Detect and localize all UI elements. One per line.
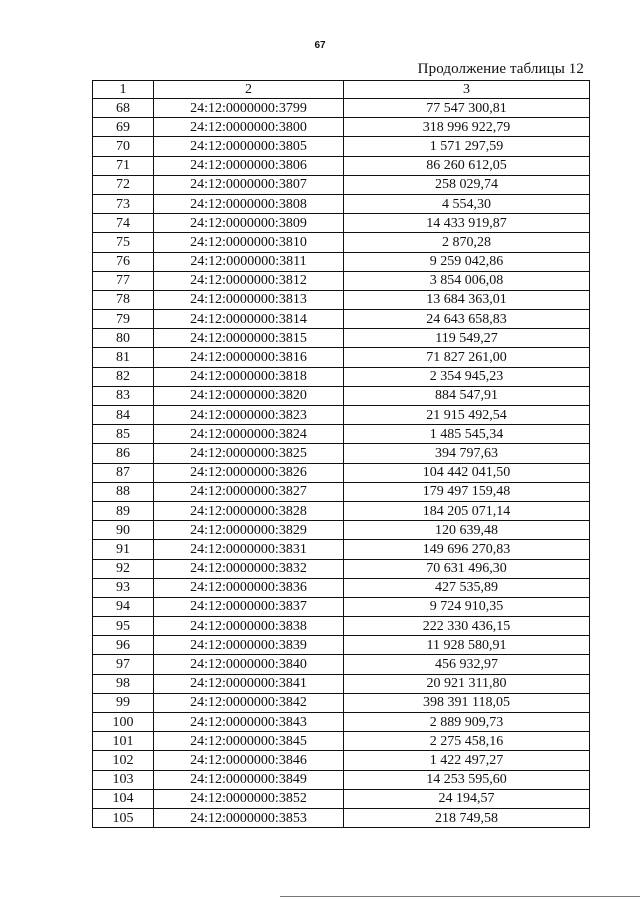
table-continuation-label: Продолжение таблицы 12 [417,61,584,77]
column-header-3: 3 [344,81,590,99]
table-row [93,329,590,348]
cadastral-number-cell: 24:12:0000000:3826 [154,463,344,482]
table-row [93,99,590,118]
table-body [93,99,590,828]
row-number-cell: 88 [93,482,154,501]
value-cell: 394 797,63 [344,444,590,463]
table-row [93,406,590,425]
cadastral-number-cell: 24:12:0000000:3800 [154,118,344,137]
table-row [93,597,590,616]
table-row [93,252,590,271]
table-row [93,271,590,290]
cadastral-number-cell: 24:12:0000000:3811 [154,252,344,271]
table-row [93,233,590,252]
bottom-divider [280,896,640,897]
value-cell: 884 547,91 [344,386,590,405]
value-cell: 14 433 919,87 [344,214,590,233]
row-number-cell: 93 [93,578,154,597]
table-row [93,156,590,175]
row-number-cell: 96 [93,636,154,655]
row-number-cell: 85 [93,425,154,444]
cadastral-number-cell: 24:12:0000000:3810 [154,233,344,252]
value-cell: 456 932,97 [344,655,590,674]
value-cell: 1 485 545,34 [344,425,590,444]
row-number-cell: 77 [93,271,154,290]
cadastral-number-cell: 24:12:0000000:3820 [154,386,344,405]
cadastral-number-cell: 24:12:0000000:3824 [154,425,344,444]
row-number-cell: 83 [93,386,154,405]
value-cell: 14 253 595,60 [344,770,590,789]
column-header-2: 2 [154,81,344,99]
row-number-cell: 101 [93,732,154,751]
value-cell: 86 260 612,05 [344,156,590,175]
value-cell: 9 724 910,35 [344,597,590,616]
value-cell: 179 497 159,48 [344,482,590,501]
cadastral-number-cell: 24:12:0000000:3828 [154,501,344,520]
table-row [93,578,590,597]
table-row [93,463,590,482]
value-cell: 71 827 261,00 [344,348,590,367]
table-row [93,713,590,732]
row-number-cell: 80 [93,329,154,348]
row-number-cell: 74 [93,214,154,233]
cadastral-number-cell: 24:12:0000000:3827 [154,482,344,501]
value-cell: 13 684 363,01 [344,290,590,309]
cadastral-number-cell: 24:12:0000000:3841 [154,674,344,693]
table-row [93,290,590,309]
table-row [93,367,590,386]
value-cell: 11 928 580,91 [344,636,590,655]
value-cell: 2 275 458,16 [344,732,590,751]
value-cell: 427 535,89 [344,578,590,597]
cadastral-number-cell: 24:12:0000000:3813 [154,290,344,309]
cadastral-number-cell: 24:12:0000000:3809 [154,214,344,233]
value-cell: 4 554,30 [344,194,590,213]
row-number-cell: 87 [93,463,154,482]
value-cell: 218 749,58 [344,808,590,827]
cadastral-number-cell: 24:12:0000000:3845 [154,732,344,751]
value-cell: 258 029,74 [344,175,590,194]
cadastral-number-cell: 24:12:0000000:3849 [154,770,344,789]
cadastral-number-cell: 24:12:0000000:3825 [154,444,344,463]
cadastral-number-cell: 24:12:0000000:3836 [154,578,344,597]
cadastral-number-cell: 24:12:0000000:3805 [154,137,344,156]
row-number-cell: 100 [93,713,154,732]
table-row [93,137,590,156]
table-row [93,194,590,213]
row-number-cell: 72 [93,175,154,194]
table-row [93,425,590,444]
row-number-cell: 76 [93,252,154,271]
value-cell: 2 889 909,73 [344,713,590,732]
table-row [93,118,590,137]
row-number-cell: 75 [93,233,154,252]
table-row [93,175,590,194]
table-header [93,81,590,99]
table-row [93,482,590,501]
row-number-cell: 99 [93,693,154,712]
table-header-row [93,81,590,99]
row-number-cell: 89 [93,501,154,520]
value-cell: 2 354 945,23 [344,367,590,386]
row-number-cell: 95 [93,617,154,636]
cadastral-number-cell: 24:12:0000000:3807 [154,175,344,194]
table-row [93,540,590,559]
value-cell: 1 571 297,59 [344,137,590,156]
value-cell: 77 547 300,81 [344,99,590,118]
table-row [93,617,590,636]
cadastral-number-cell: 24:12:0000000:3840 [154,655,344,674]
row-number-cell: 73 [93,194,154,213]
row-number-cell: 71 [93,156,154,175]
row-number-cell: 105 [93,808,154,827]
row-number-cell: 86 [93,444,154,463]
table-row [93,808,590,827]
value-cell: 184 205 071,14 [344,501,590,520]
data-table [92,80,590,828]
value-cell: 119 549,27 [344,329,590,348]
row-number-cell: 82 [93,367,154,386]
column-header-1: 1 [93,81,154,99]
table-row [93,521,590,540]
row-number-cell: 92 [93,559,154,578]
value-cell: 21 915 492,54 [344,406,590,425]
value-cell: 20 921 311,80 [344,674,590,693]
value-cell: 120 639,48 [344,521,590,540]
table-row [93,501,590,520]
table-row [93,348,590,367]
row-number-cell: 104 [93,789,154,808]
cadastral-number-cell: 24:12:0000000:3818 [154,367,344,386]
cadastral-number-cell: 24:12:0000000:3853 [154,808,344,827]
table-row [93,214,590,233]
page-number: 67 [314,40,326,51]
row-number-cell: 102 [93,751,154,770]
cadastral-number-cell: 24:12:0000000:3815 [154,329,344,348]
cadastral-number-cell: 24:12:0000000:3846 [154,751,344,770]
table-row [93,732,590,751]
value-cell: 24 194,57 [344,789,590,808]
row-number-cell: 97 [93,655,154,674]
cadastral-number-cell: 24:12:0000000:3837 [154,597,344,616]
cadastral-number-cell: 24:12:0000000:3806 [154,156,344,175]
row-number-cell: 90 [93,521,154,540]
value-cell: 398 391 118,05 [344,693,590,712]
value-cell: 9 259 042,86 [344,252,590,271]
cadastral-number-cell: 24:12:0000000:3823 [154,406,344,425]
cadastral-number-cell: 24:12:0000000:3816 [154,348,344,367]
value-cell: 2 870,28 [344,233,590,252]
cadastral-number-cell: 24:12:0000000:3852 [154,789,344,808]
table-row [93,310,590,329]
row-number-cell: 84 [93,406,154,425]
value-cell: 3 854 006,08 [344,271,590,290]
cadastral-number-cell: 24:12:0000000:3832 [154,559,344,578]
value-cell: 222 330 436,15 [344,617,590,636]
row-number-cell: 81 [93,348,154,367]
value-cell: 1 422 497,27 [344,751,590,770]
value-cell: 24 643 658,83 [344,310,590,329]
table-row [93,559,590,578]
row-number-cell: 79 [93,310,154,329]
value-cell: 318 996 922,79 [344,118,590,137]
table-row [93,636,590,655]
cadastral-number-cell: 24:12:0000000:3799 [154,99,344,118]
value-cell: 70 631 496,30 [344,559,590,578]
cadastral-number-cell: 24:12:0000000:3808 [154,194,344,213]
cadastral-number-cell: 24:12:0000000:3838 [154,617,344,636]
row-number-cell: 69 [93,118,154,137]
cadastral-number-cell: 24:12:0000000:3843 [154,713,344,732]
row-number-cell: 94 [93,597,154,616]
cadastral-number-cell: 24:12:0000000:3814 [154,310,344,329]
table-row [93,770,590,789]
row-number-cell: 68 [93,99,154,118]
value-cell: 104 442 041,50 [344,463,590,482]
table-row [93,655,590,674]
cadastral-number-cell: 24:12:0000000:3812 [154,271,344,290]
row-number-cell: 70 [93,137,154,156]
row-number-cell: 98 [93,674,154,693]
row-number-cell: 91 [93,540,154,559]
table-row [93,789,590,808]
row-number-cell: 103 [93,770,154,789]
table-row [93,674,590,693]
cadastral-number-cell: 24:12:0000000:3831 [154,540,344,559]
table-row [93,444,590,463]
row-number-cell: 78 [93,290,154,309]
cadastral-number-cell: 24:12:0000000:3829 [154,521,344,540]
value-cell: 149 696 270,83 [344,540,590,559]
table-row [93,693,590,712]
table-row [93,386,590,405]
table-row [93,751,590,770]
cadastral-number-cell: 24:12:0000000:3842 [154,693,344,712]
cadastral-number-cell: 24:12:0000000:3839 [154,636,344,655]
